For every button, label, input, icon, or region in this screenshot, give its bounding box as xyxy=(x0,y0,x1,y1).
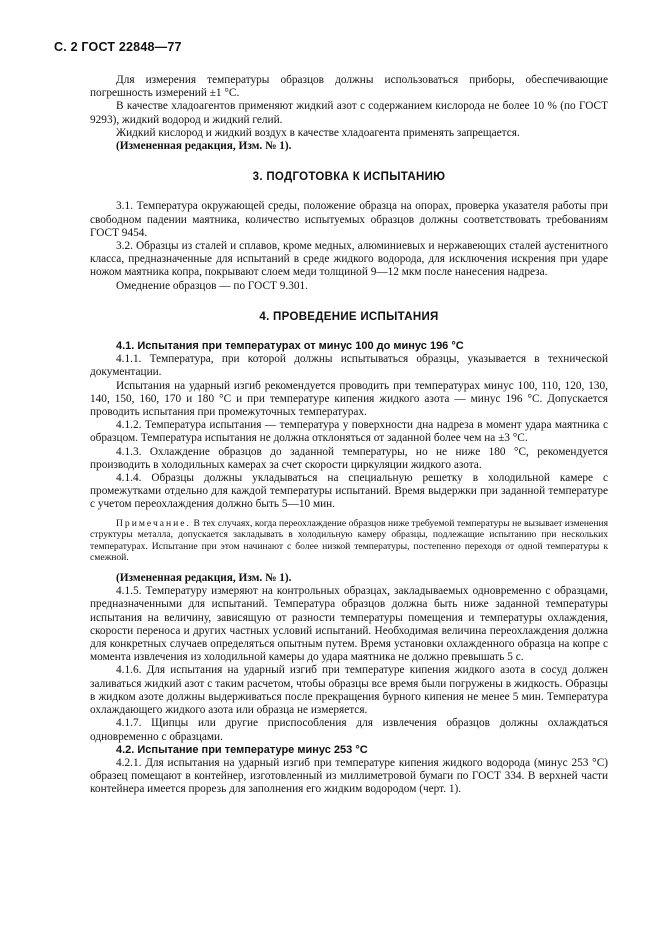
document-body xyxy=(90,74,608,797)
subsection-heading-4-1: 4.1. Испытания при температурах от минус 100 до минус 196 °С xyxy=(116,340,464,353)
clause-3-2: 3.2. Образцы из сталей и сплавов, кроме медных, алюминиевых и нержавеющих сталей аустенитного класса, предназначенные для испытаний в среде жидкого водорода, для исключения искрения при ударе ножом маятника копра, покрывают слоем меди толщиной 9—12 мкм после нанесения надреза. xyxy=(90,240,608,279)
clause-4-1-2: 4.1.2. Температура испытания — температура у поверхности дна надреза в момент удара маятника с образцом. Температура испытания не должна отклоняться от заданной более чем на ±3 °С. xyxy=(90,419,608,445)
clause-3-copper-plating: Омеднение образцов — по ГОСТ 9.301. xyxy=(116,279,308,292)
clause-4-1-5: 4.1.5. Температуру измеряют на контрольных образцах, закладываемых одновременно с образцами, предназначенными для испытаний. Температура образцов должна быть ниже заданной температуры испытания на величину, зависящую от разности температуры помещения и температуры охлаждения, скорости переноса и других частных условий испытаний. Необходимая величина переохлаждения должна для конкретных случаев определяться опытным путем. Время установки охлажденного образца на копре с момента извлечения из холодильной камеры до удара маятника не должно превышать 5 с. xyxy=(90,585,608,664)
section-heading-3: 3. ПОДГОТОВКА К ИСПЫТАНИЮ xyxy=(252,171,446,184)
paragraph-temperature-measurement: Для измерения температуры образцов должны использоваться приборы, обеспечивающие погрешность измерений ±1 °С. xyxy=(90,74,608,100)
clause-4-1-1-continued: Испытания на ударный изгиб рекомендуется проводить при температурах минус 100, 110, 120, 130, 140, 150, 160, 170 и 180 °С и при температуре кипения жидкого азота — минус 196 °С. Допускается проводить испытания при промежуточных температурах. xyxy=(90,379,608,419)
clause-4-1-6: 4.1.6. Для испытания на ударный изгиб при температуре кипения жидкого азота в сосуд должен заливаться жидкий азот с таким расчетом, чтобы образцы все время были погружены в жидкость. Образцы в жидком азоте должны выдерживаться после прекращения бурного кипения не менее 5 мин. Температура охлаждающего жидкого азота или образца не измеряется. xyxy=(90,664,608,717)
clause-4-1-3: 4.1.3. Охлаждение образцов до заданной температуры, но не ниже 180 °С, рекомендуется производить в холодильных камерах за счет скорости циркуляции жидкого азота. xyxy=(90,445,608,471)
section-heading-4: 4. ПРОВЕДЕНИЕ ИСПЫТАНИЯ xyxy=(259,310,439,323)
clause-4-1-4: 4.1.4. Образцы должны укладываться на специальную решетку в холодильной камере с промежутками отдельно для каждой температуры испытаний. Время выдержки при заданной температуре с учетом переохлаждения должно быть 5—10 мин. xyxy=(90,472,608,511)
clause-4-2-1: 4.2.1. Для испытания на ударный изгиб при температуре кипения жидкого водорода (минус 253 °С) образец помещают в контейнер, изготовленный из миллиметровой бумаги по ГОСТ 334. В верхней части контейнера имеется прорезь для заполнения его жидким водородом (черт. 1). xyxy=(90,756,608,796)
clause-3-1: 3.1. Температура окружающей среды, положение образца на опорах, проверка указателя работы при свободном падении маятника, количество испытуемых образцов должны соответствовать требованиям ГОСТ 9454. xyxy=(90,200,608,239)
clause-4-1-1: 4.1.1. Температура, при которой должны испытываться образцы, указывается в технической документации. xyxy=(90,353,608,379)
amendment-note-2: (Измененная редакция, Изм. № 1). xyxy=(116,572,292,585)
clause-4-1-7: 4.1.7. Щипцы или другие приспособления для извлечения образцов должны охлаждаться одновременно с образцами. xyxy=(90,717,608,743)
page-header: С. 2 ГОСТ 22848—77 xyxy=(54,40,182,54)
paragraph-coolants: В качестве хладоагентов применяют жидкий азот с содержанием кислорода не более 10 % (по ГОСТ 9293), жидкий водород и жидкий гелий. xyxy=(90,100,608,126)
paragraph-coolant-restriction: Жидкий кислород и жидкий воздух в качестве хладоагента применять запрещается. xyxy=(116,126,520,139)
note-text: В тех случаях, когда переохлаждение образцов ниже требуемой температуры не вызывает изменения структуры металла, допускается закладывать в холодильную камеру образцы, подлежащие испытанию при нескольких температурах. Испытание при этом начинают с более низкой температуры, постепенно переходя от одной температуры к смежной. xyxy=(90,517,608,564)
amendment-note: (Измененная редакция, Изм. № 1). xyxy=(116,140,292,153)
note-label: Примечание. xyxy=(116,517,191,529)
note-block xyxy=(90,518,608,564)
subsection-heading-4-2: 4.2. Испытание при температуре минус 253 °С xyxy=(116,743,368,756)
